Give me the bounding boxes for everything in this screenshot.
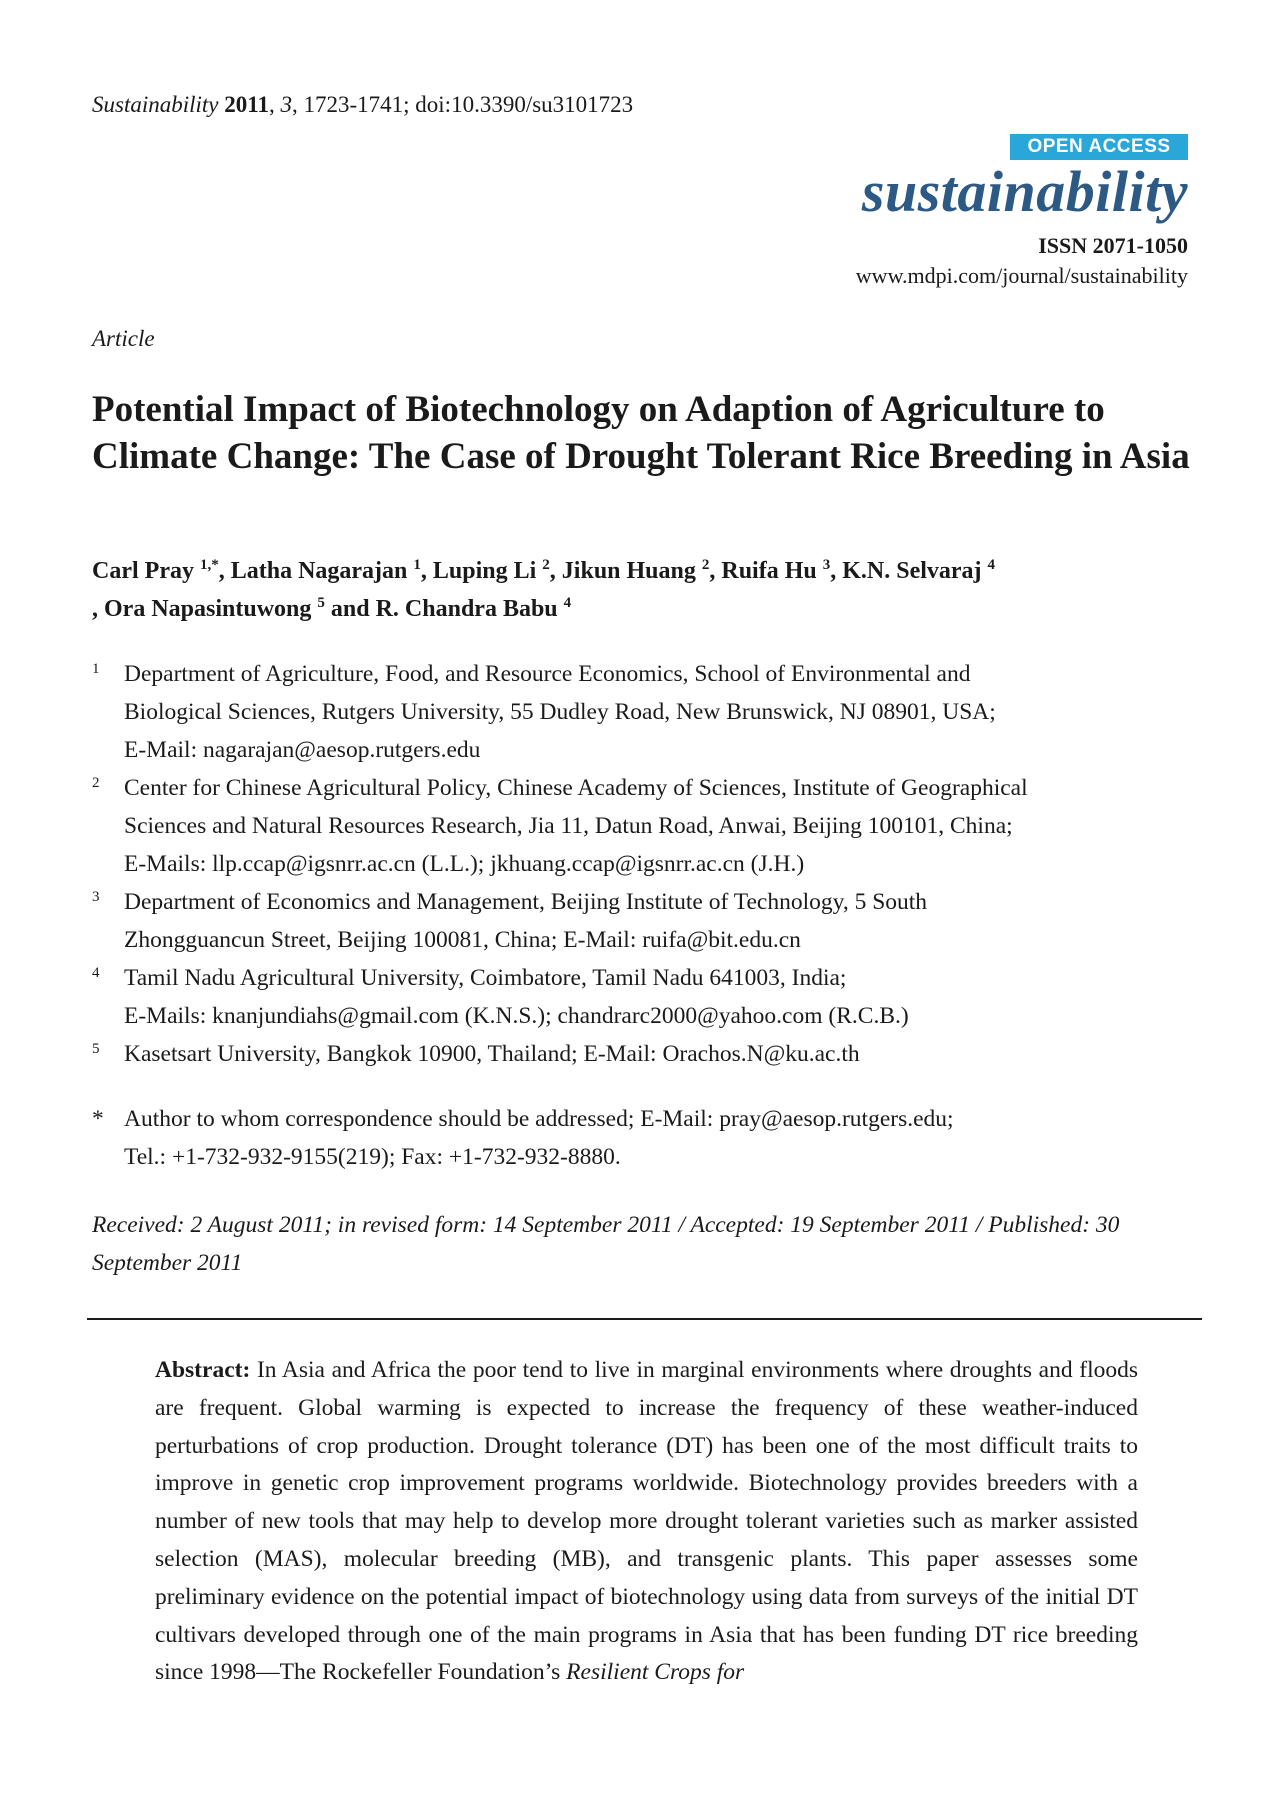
affiliation-number: 5	[92, 1041, 100, 1057]
publication-dates: Received: 2 August 2011; in revised form: 14 September 2011 / Accepted: 19 September 2011 / Published: 30 September 2011	[92, 1212, 1120, 1276]
author-name: Ora Napasintuwong	[104, 596, 312, 622]
author	[376, 596, 572, 622]
citation-year: 2011	[224, 92, 269, 117]
affiliation-line: Zhongguancun Street, Beijing 100081, China; E-Mail: ruifa@bit.edu.cn	[124, 927, 801, 953]
abstract	[155, 1352, 1138, 1692]
affiliations	[92, 655, 1202, 1073]
author	[562, 558, 710, 584]
citation-line: Sustainability 2011, 3, 1723-1741; doi:10.3390/su3101723	[92, 92, 634, 117]
journal-logo: sustainability	[861, 159, 1188, 224]
affiliation-number: 3	[92, 889, 100, 905]
author-name: Carl Pray	[92, 558, 194, 584]
author-name: Jikun Huang	[561, 558, 696, 584]
affiliation-line: Sciences and Natural Resources Research, Jia 11, Datun Road, Anwai, Beijing 100101, China;	[124, 813, 1013, 839]
affiliation	[92, 1035, 1202, 1073]
author-list	[92, 552, 1202, 628]
affiliation-line: Center for Chinese Agricultural Policy, Chinese Academy of Sciences, Institute of Geographical	[124, 775, 1028, 801]
citation-pages-doi: , 1723-1741; doi:10.3390/su3101723	[291, 92, 634, 117]
correspondence	[92, 1100, 1202, 1176]
paper-title: Potential Impact of Biotechnology on Adaption of Agriculture to Climate Change: The Case of Drought Tolerant Rice Breeding in Asia	[92, 389, 1190, 477]
citation-volume: 3	[280, 92, 292, 117]
author-separator: ,	[830, 558, 843, 584]
abstract-text: In Asia and Africa the poor tend to live in marginal environments where droughts and floods are frequent. Global warming is expected to increase the frequency of these weather-induced perturbations of crop production. Drought tolerance (DT) has been one of the most difficult traits to improve in genetic crop improvement programs worldwide. Biotechnology provides breeders with a number of new tools that may help to develop more drought tolerant varieties such as marker assisted selection (MAS), molecular breeding (MB), and transgenic plants. This paper assesses some preliminary evidence on the potential impact of biotechnology using data from surveys of the initial DT cultivars developed through one of the main programs in Asia that has been funding DT rice breeding since 1998—The Rockefeller Foundation’s	[155, 1357, 1139, 1686]
author-separator: ,	[218, 558, 231, 584]
abstract-italic-tail: Resilient Crops for	[566, 1659, 745, 1686]
affiliation-line: Biological Sciences, Rutgers University, 55 Dudley Road, New Brunswick, NJ 08901, USA;	[124, 699, 996, 725]
author	[92, 558, 219, 584]
affiliation	[92, 655, 1202, 769]
author-affiliation-mark: 4	[563, 595, 572, 611]
author-separator: and	[324, 596, 376, 622]
author-affiliation-mark: 3	[822, 557, 831, 573]
affiliation-line: Kasetsart University, Bangkok 10900, Thailand; E-Mail: Orachos.N@ku.ac.th	[124, 1041, 860, 1067]
author-separator: ,	[709, 558, 722, 584]
author-separator: ,	[549, 558, 562, 584]
affiliation	[92, 959, 1202, 1035]
author-affiliation-mark: 4	[987, 557, 996, 573]
correspondence-star: *	[92, 1106, 104, 1132]
author-separator: ,	[92, 596, 104, 622]
author-affiliation-mark: 1	[413, 557, 421, 573]
affiliation-line: Department of Agriculture, Food, and Resource Economics, School of Environmental and	[124, 661, 971, 687]
correspondence-note	[92, 1100, 1202, 1176]
author-name: R. Chandra Babu	[375, 596, 558, 622]
divider	[87, 1318, 1202, 1320]
affiliation-line: E-Mails: llp.ccap@igsnrr.ac.cn (L.L.); jkhuang.ccap@igsnrr.ac.cn (J.H.)	[124, 851, 805, 877]
author-affiliation-mark: 5	[317, 595, 325, 611]
author-name: Ruifa Hu	[721, 558, 817, 584]
author-affiliation-mark: 1,*	[199, 557, 219, 573]
author-name: K.N. Selvaraj	[842, 558, 982, 584]
author-name: Latha Nagarajan	[230, 558, 408, 584]
affiliation-number: 4	[92, 965, 100, 981]
abstract-label: Abstract:	[155, 1357, 251, 1383]
open-access-badge: OPEN ACCESS	[1010, 134, 1188, 160]
affiliation	[92, 769, 1202, 883]
affiliation-line: E-Mail: nagarajan@aesop.rutgers.edu	[124, 737, 481, 763]
author	[104, 596, 325, 622]
journal-url[interactable]: www.mdpi.com/journal/sustainability	[855, 263, 1188, 288]
article-type: Article	[92, 326, 155, 351]
author	[231, 558, 421, 584]
author-name: Luping Li	[432, 558, 537, 584]
affiliation-line: E-Mails: knanjundiahs@gmail.com (K.N.S.); chandrarc2000@yahoo.com (R.C.B.)	[124, 1003, 909, 1029]
citation-journal: Sustainability	[92, 92, 219, 117]
author	[433, 558, 550, 584]
correspondence-line: Author to whom correspondence should be addressed; E-Mail: pray@aesop.rutgers.edu;	[124, 1106, 954, 1132]
affiliation	[92, 883, 1202, 959]
author	[721, 558, 830, 584]
author-affiliation-mark: 2	[542, 557, 550, 573]
affiliation-number: 1	[92, 661, 100, 677]
author-separator: ,	[420, 558, 433, 584]
correspondence-line: Tel.: +1-732-932-9155(219); Fax: +1-732-932-8880.	[124, 1144, 621, 1170]
affiliation-number: 2	[92, 775, 100, 791]
affiliation-line: Tamil Nadu Agricultural University, Coimbatore, Tamil Nadu 641003, India;	[124, 965, 847, 991]
author-affiliation-mark: 2	[701, 557, 710, 573]
issn: ISSN 2071-1050	[1038, 233, 1188, 258]
author	[842, 558, 995, 584]
affiliation-line: Department of Economics and Management, Beijing Institute of Technology, 5 South	[124, 889, 928, 915]
